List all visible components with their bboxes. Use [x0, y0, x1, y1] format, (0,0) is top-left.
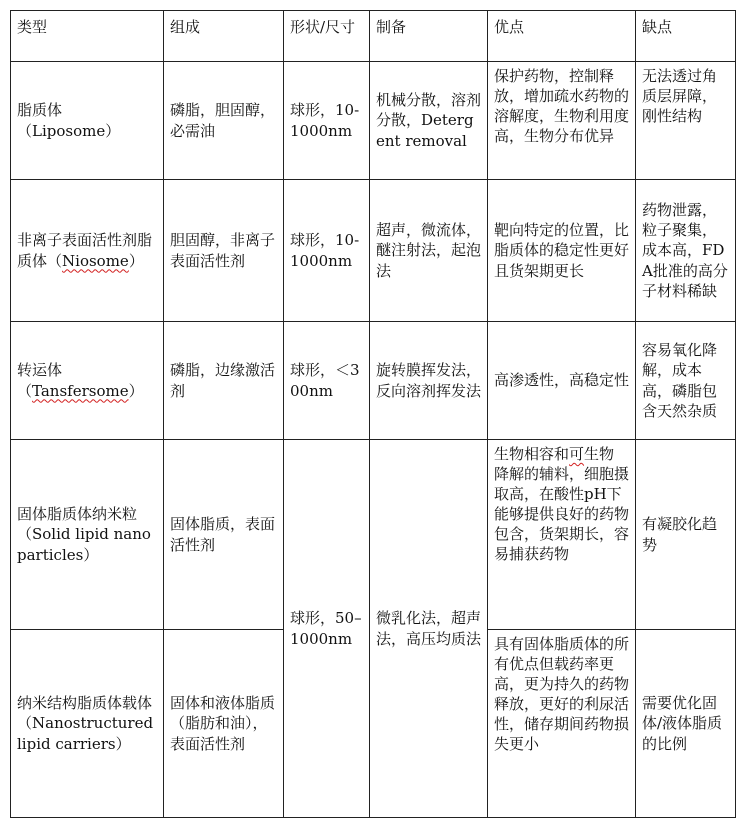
- type-name: 非离子表面活性剂脂质体: [17, 231, 153, 270]
- cell-advantages: 保护药物，控制释放，增加疏水药物的溶解度，生物利用度高，生物分布优异: [488, 62, 636, 180]
- comparison-table: [10, 10, 736, 818]
- table-header-row: [11, 11, 736, 62]
- cell-advantages: [488, 440, 636, 630]
- comparison-table-container: [10, 10, 735, 818]
- cell-preparation: 超声，微流体，醚注射法，起泡法: [370, 180, 488, 322]
- type-paren-open: （: [47, 251, 63, 270]
- cell-disadvantages: 药物泄露，粒子聚集，成本高，FDA批准的高分子材料稀缺: [636, 180, 736, 322]
- type-name: 转运体: [17, 361, 63, 380]
- header-shape-size: 形状/尺寸: [284, 11, 370, 62]
- advantages-text-2: 生物降解的辅料，细胞摄取高，在酸性pH下能够提供良好的药物包含，货架期长，容易捕获药物: [494, 445, 630, 564]
- header-composition: 组成: [164, 11, 284, 62]
- cell-preparation: 旋转膜挥发法，反向溶剂挥发法: [370, 322, 488, 440]
- cell-type: [11, 62, 164, 180]
- cell-type: 固体脂质体纳米粒（Solid lipid nanoparticles）: [11, 440, 164, 630]
- cell-shape-size-shared: 球形，50–1000nm: [284, 440, 370, 818]
- type-paren-close: ）: [128, 381, 144, 400]
- type-name: 脂质体: [17, 101, 63, 120]
- cell-shape-size: 球形，10-1000nm: [284, 62, 370, 180]
- table-row-solid-lipid-nanoparticles: [11, 440, 736, 630]
- cell-preparation: 机械分散，溶剂分散，Detergent removal: [370, 62, 488, 180]
- header-preparation: 制备: [370, 11, 488, 62]
- cell-disadvantages: 无法透过角质层屏障，刚性结构: [636, 62, 736, 180]
- advantages-text-1: 生物相容和: [494, 445, 570, 463]
- cell-preparation-shared: 微乳化法，超声法，高压均质法: [370, 440, 488, 818]
- cell-disadvantages: 有凝胶化趋势: [636, 440, 736, 630]
- type-english: （Liposome）: [17, 121, 121, 140]
- header-disadvantages: 缺点: [636, 11, 736, 62]
- cell-composition: 胆固醇，非离子表面活性剂: [164, 180, 284, 322]
- cell-type: [11, 180, 164, 322]
- cell-disadvantages: 容易氧化降解，成本高，磷脂包含天然杂质: [636, 322, 736, 440]
- cell-type: [11, 322, 164, 440]
- header-advantages: 优点: [488, 11, 636, 62]
- type-english-spellcheck: Tansfersome: [32, 381, 129, 400]
- cell-disadvantages: 需要优化固体/液体脂质的比例: [636, 630, 736, 818]
- cell-composition: 固体和液体脂质（脂肪和油），表面活性剂: [164, 630, 284, 818]
- header-type: 类型: [11, 11, 164, 62]
- cell-composition: 固体脂质，表面活性剂: [164, 440, 284, 630]
- advantages-spellcheck-word: 可: [569, 445, 585, 463]
- type-english-spellcheck: Niosome: [62, 251, 129, 270]
- cell-advantages: 高渗透性，高稳定性: [488, 322, 636, 440]
- table-row-liposome: [11, 62, 736, 180]
- cell-type: 纳米结构脂质体载体（Nanostructured lipid carriers）: [11, 630, 164, 818]
- type-paren-open: （: [17, 381, 33, 400]
- cell-composition: 磷脂，边缘激活剂: [164, 322, 284, 440]
- table-row-niosome: [11, 180, 736, 322]
- cell-advantages: 靶向特定的位置，比脂质体的稳定性更好且货架期更长: [488, 180, 636, 322]
- cell-shape-size: 球形，10-1000nm: [284, 180, 370, 322]
- type-paren-close: ）: [128, 251, 144, 270]
- cell-shape-size: 球形，＜300nm: [284, 322, 370, 440]
- cell-composition: 磷脂，胆固醇，必需油: [164, 62, 284, 180]
- table-row-transfersome: [11, 322, 736, 440]
- cell-advantages: 具有固体脂质体的所有优点但载药率更高，更为持久的药物释放，更好的利尿活性，储存期间药物损失更小: [488, 630, 636, 818]
